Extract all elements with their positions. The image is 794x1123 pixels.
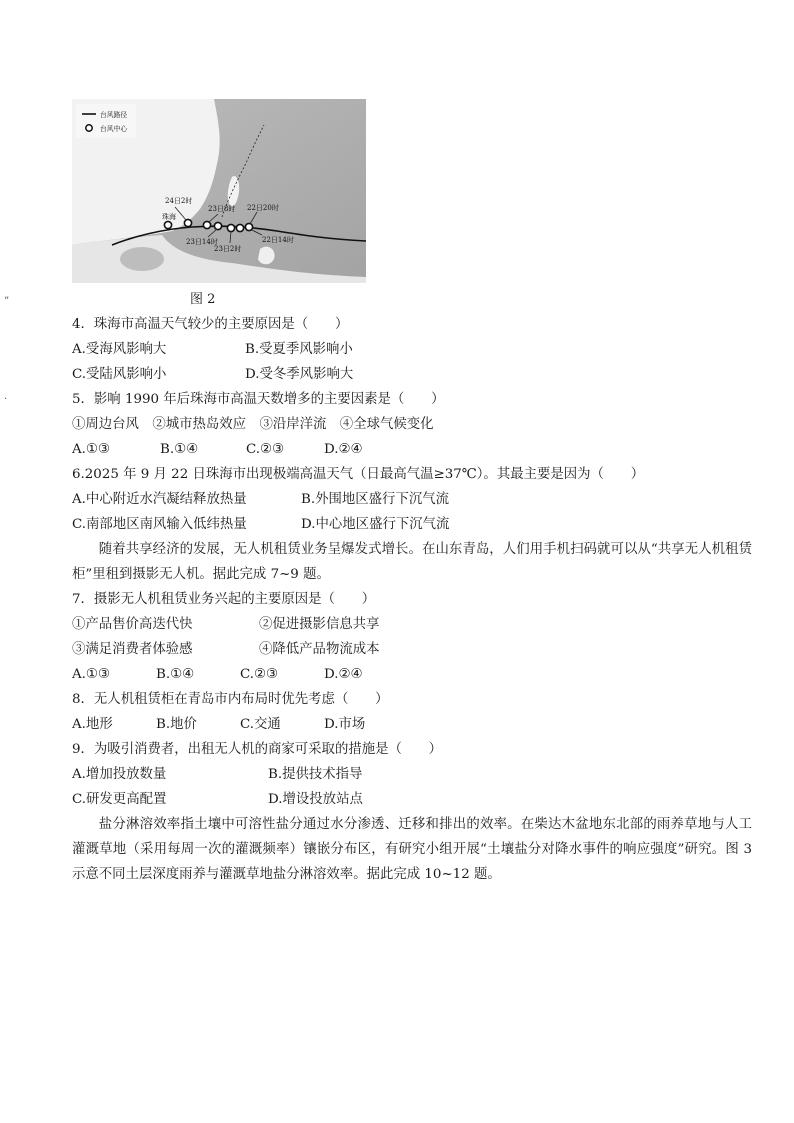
q4-option-a[interactable]: A.受海风影响大 bbox=[72, 342, 167, 357]
typhoon-center-icon bbox=[203, 221, 210, 228]
q6-options-row-1 bbox=[72, 487, 752, 512]
q5-option-b[interactable]: B.①④ bbox=[160, 442, 199, 457]
q4-option-b[interactable]: B.受夏季风影响小 bbox=[245, 342, 353, 357]
q8-option-c[interactable]: C.交通 bbox=[240, 717, 281, 732]
label-23-2: 23日2时 bbox=[214, 245, 242, 253]
q9-options-row-2 bbox=[72, 787, 752, 812]
label-22-14: 22日14时 bbox=[262, 236, 294, 244]
q7-item-2: ②促进摄影信息共享 bbox=[259, 617, 380, 632]
q8-option-b[interactable]: B.地价 bbox=[156, 717, 197, 732]
typhoon-center-icon bbox=[214, 222, 221, 229]
q7-option-b[interactable]: B.①④ bbox=[156, 667, 195, 682]
q4-options-row-1 bbox=[72, 337, 752, 362]
q7-option-d[interactable]: D.②④ bbox=[324, 667, 363, 682]
question-content bbox=[72, 312, 752, 887]
q8-options bbox=[72, 712, 752, 737]
q8-stem: 8．无人机租赁柜在青岛市内布局时优先考虑（ ） bbox=[72, 692, 389, 707]
inland-water bbox=[120, 247, 164, 271]
q5-stem: 5．影响 1990 年后珠海市高温天数增多的主要因素是（ ） bbox=[72, 392, 445, 407]
q7-item-1: ①产品售价高迭代快 bbox=[72, 617, 193, 632]
q7-item-3: ③满足消费者体验感 bbox=[72, 642, 193, 657]
q7-item-4: ④降低产品物流成本 bbox=[259, 642, 380, 657]
q7-items-row-1 bbox=[72, 612, 752, 637]
q7-option-c[interactable]: C.②③ bbox=[240, 667, 279, 682]
label-23-8: 23日8时 bbox=[208, 205, 236, 213]
q6-option-a[interactable]: A.中心附近水汽凝结释放热量 bbox=[72, 492, 247, 507]
typhoon-center-icon bbox=[164, 221, 171, 228]
q5-option-d[interactable]: D.②④ bbox=[324, 442, 363, 457]
label-23-14: 23日14时 bbox=[186, 238, 218, 246]
typhoon-center-icon bbox=[236, 224, 243, 231]
passage-salt-leaching: 盐分淋溶效率指土壤中可溶性盐分通过水分渗透、迁移和排出的效率。在柴达木盆地东北部的雨养草地与人工灌溉草地（采用每周一次的灌溉频率）镶嵌分布区，有研究小组开展“土壤盐分对降水事件的响应强度”研究。图 3 示意不同土层深度雨养与灌溉草地盐分淋溶效率。据此完成 10~12 题。 bbox=[72, 817, 752, 882]
q9-stem: 9．为吸引消费者，出租无人机的商家可采取的措施是（ ） bbox=[72, 742, 443, 757]
q6-options-row-2 bbox=[72, 512, 752, 537]
q4-options-row-2 bbox=[72, 362, 752, 387]
q8-option-a[interactable]: A.地形 bbox=[72, 717, 113, 732]
typhoon-track-map bbox=[72, 99, 366, 283]
figure-2-map bbox=[72, 99, 366, 283]
passage-drone-rental: 随着共享经济的发展，无人机租赁业务呈爆发式增长。在山东青岛，人们用手机扫码就可以从“共享无人机租赁柜”里租到摄影无人机。据此完成 7~9 题。 bbox=[72, 542, 752, 582]
q7-items-row-2 bbox=[72, 637, 752, 662]
q9-option-d[interactable]: D.增设投放站点 bbox=[268, 792, 363, 807]
q6-option-c[interactable]: C.南部地区南风输入低纬热量 bbox=[72, 517, 247, 532]
q5-items: ①周边台风 ②城市热岛效应 ③沿岸洋流 ④全球气候变化 bbox=[72, 417, 434, 432]
q4-option-c[interactable]: C.受陆风影响小 bbox=[72, 367, 167, 382]
center-legend-icon bbox=[86, 125, 92, 131]
q7-stem: 7．摄影无人机租赁业务兴起的主要原因是（ ） bbox=[72, 592, 376, 607]
q5-option-a[interactable]: A.①③ bbox=[72, 442, 110, 457]
q4-option-d[interactable]: D.受冬季风影响大 bbox=[245, 367, 354, 382]
q7-option-a[interactable]: A.①③ bbox=[72, 667, 110, 682]
q9-option-c[interactable]: C.研发更高配置 bbox=[72, 792, 167, 807]
q5-options bbox=[72, 437, 752, 462]
small-island bbox=[258, 247, 275, 265]
q5-option-c[interactable]: C.②③ bbox=[246, 442, 285, 457]
typhoon-center-icon bbox=[245, 223, 252, 230]
q6-stem: 6.2025 年 9 月 22 日珠海市出现极端高温天气（日最高气温≥37℃）。其最主要是因为（ ） bbox=[72, 467, 645, 482]
typhoon-center-icon bbox=[227, 224, 234, 231]
typhoon-center-icon bbox=[184, 219, 191, 226]
q9-option-a[interactable]: A.增加投放数量 bbox=[72, 767, 167, 782]
q9-option-b[interactable]: B.提供技术指导 bbox=[268, 767, 363, 782]
label-zhuhai: 珠海 bbox=[162, 213, 176, 221]
margin-mark: ” bbox=[4, 296, 10, 307]
q6-option-d[interactable]: D.中心地区盛行下沉气流 bbox=[301, 517, 450, 532]
q4-stem: 4．珠海市高温天气较少的主要原因是（ ） bbox=[72, 317, 349, 332]
q7-options bbox=[72, 662, 752, 687]
legend-center-label: 台风中心 bbox=[100, 125, 128, 133]
q6-option-b[interactable]: B.外围地区盛行下沉气流 bbox=[301, 492, 450, 507]
q9-options-row-1 bbox=[72, 762, 752, 787]
label-22-20: 22日20时 bbox=[247, 204, 279, 212]
q8-option-d[interactable]: D.市场 bbox=[324, 717, 366, 732]
label-24-2: 24日2时 bbox=[165, 197, 193, 205]
margin-mark: · bbox=[4, 394, 8, 405]
figure-2-caption: 图 2 bbox=[190, 292, 216, 307]
legend-track-label: 台风路径 bbox=[100, 111, 128, 119]
